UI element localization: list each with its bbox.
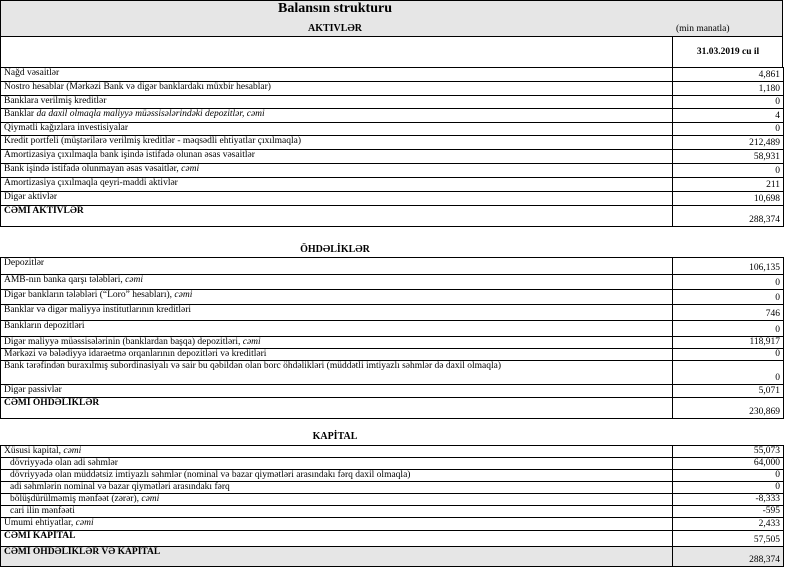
row-label-text: cari ilin mənfəəti xyxy=(10,506,75,516)
liabilities-table xyxy=(0,257,784,419)
row-label: Digər aktivlər xyxy=(1,192,673,206)
table-row xyxy=(1,96,784,109)
row-label-italic: cəmi xyxy=(242,337,261,347)
table-row xyxy=(1,178,784,192)
table-row xyxy=(1,275,784,290)
date-cell xyxy=(672,37,783,68)
row-label-italic: cəmi xyxy=(75,518,94,528)
row-value: 64,000 xyxy=(673,458,784,470)
row-label-text: dövriyyədə olan adi səhmlər xyxy=(10,458,118,468)
row-label-italic: cəmi xyxy=(174,290,193,300)
table-row xyxy=(1,82,784,96)
table-row xyxy=(1,494,784,506)
row-label-italic: cəmi xyxy=(63,446,82,456)
row-label xyxy=(1,290,673,305)
total-row xyxy=(1,398,784,419)
row-label xyxy=(1,337,673,349)
row-label xyxy=(1,446,673,458)
row-label xyxy=(1,506,673,518)
grand-total-row xyxy=(1,547,784,567)
table-row xyxy=(1,109,784,123)
row-label xyxy=(1,458,673,470)
table-row xyxy=(1,458,784,470)
row-label xyxy=(1,482,673,494)
row-label xyxy=(1,109,673,123)
row-value: 1,180 xyxy=(673,82,784,96)
total-label: CƏMİ KAPİTAL xyxy=(1,531,673,547)
row-label-italic: cəmi xyxy=(141,494,160,504)
row-value: 0 xyxy=(673,470,784,482)
row-value: 0 xyxy=(673,349,784,361)
row-value: 0 xyxy=(673,321,784,337)
row-label: Nağd vəsaitlər xyxy=(1,68,673,82)
row-value: 0 xyxy=(673,361,784,385)
table-row xyxy=(1,290,784,305)
table-row xyxy=(1,321,784,337)
row-label: Kredit portfeli (müştərilərə verilmiş kreditlər - məqsədli ehtiyatlar çıxılmaqla) xyxy=(1,136,673,150)
row-label: Bankların depozitləri xyxy=(1,321,673,337)
table-row xyxy=(1,164,784,178)
row-label-main: Bank işində istifadə olunmayan əsas vəsaitlər, xyxy=(4,164,182,174)
row-value: 0 xyxy=(673,290,784,305)
row-label xyxy=(1,275,673,290)
row-label-italic: cəmi xyxy=(181,164,200,174)
row-label-main: bölüşdürülməmiş mənfəət (zərər), xyxy=(10,494,142,504)
capital-table xyxy=(0,445,784,567)
row-label: Nostro hesablar (Mərkəzi Bank və digər banklardakı müxbir hesablar) xyxy=(1,82,673,96)
total-row xyxy=(1,206,784,227)
row-label: Digər passivlər xyxy=(1,385,673,398)
row-value: 211 xyxy=(673,178,784,192)
table-row xyxy=(1,305,784,321)
row-label: Banklara verilmiş kreditlər xyxy=(1,96,673,109)
row-label-main: Digər bankların tələbləri (“Loro” hesabları), xyxy=(4,290,175,300)
table-row xyxy=(1,470,784,482)
row-value: 55,073 xyxy=(673,446,784,458)
liabilities-heading: ÖHDƏLİKLƏR xyxy=(300,244,370,255)
grand-total-label: CƏMİ ÖHDƏLİKLƏR VƏ KAPİTAL xyxy=(1,547,673,567)
row-value: 0 xyxy=(673,482,784,494)
row-value: 0 xyxy=(673,123,784,136)
total-value: 230,869 xyxy=(673,398,784,419)
row-label: Amortizasiya çıxılmaqla qeyri-maddi aktivlər xyxy=(1,178,673,192)
row-label: Bank tərəfindən buraxılmış subordinasiyalı və sair bu qəbildən olan borc öhdəlikləri (müddətli imtiyazlı səhmlər də daxil olmaqla) xyxy=(1,361,673,385)
table-row xyxy=(1,349,784,361)
table-row xyxy=(1,192,784,206)
total-value: 288,374 xyxy=(673,206,784,227)
row-value: 106,135 xyxy=(673,258,784,275)
table-row xyxy=(1,506,784,518)
row-label-main: AMB-nın banka qarşı tələbləri, xyxy=(4,275,126,285)
row-label-text: adi səhmlərin nominal və bazar qiymətləri arasındakı fərq xyxy=(10,482,230,492)
table-row xyxy=(1,446,784,458)
total-label: CƏMİ ÖHDƏLİKLƏR xyxy=(1,398,673,419)
table-row xyxy=(1,123,784,136)
grand-total-value: 288,374 xyxy=(673,547,784,567)
row-value: 0 xyxy=(673,164,784,178)
row-label xyxy=(1,494,673,506)
row-label-main: Digər maliyyə müəssisələrinin (banklardan başqa) depozitləri, xyxy=(4,337,243,347)
row-value: 5,071 xyxy=(673,385,784,398)
row-label xyxy=(1,518,673,531)
table-row xyxy=(1,361,784,385)
total-label: CƏMİ AKTİVLƏR xyxy=(1,206,673,227)
row-value: 746 xyxy=(673,305,784,321)
assets-heading: AKTIVLƏR xyxy=(307,23,363,34)
table-row xyxy=(1,385,784,398)
row-label: Qiymətli kağızlara investisiyalar xyxy=(1,123,673,136)
row-value: 118,917 xyxy=(673,337,784,349)
date-header-row xyxy=(0,37,783,68)
table-row xyxy=(1,337,784,349)
row-value: 2,433 xyxy=(673,518,784,531)
table-row xyxy=(1,482,784,494)
row-label-italic: cəmi xyxy=(125,275,144,285)
total-value: 57,505 xyxy=(673,531,784,547)
document-title: Balansın strukturu xyxy=(278,1,392,16)
capital-heading: KAPİTAL xyxy=(312,431,358,442)
table-row xyxy=(1,258,784,275)
row-value: -595 xyxy=(673,506,784,518)
row-value: 0 xyxy=(673,96,784,109)
row-label: Mərkəzi və bələdiyyə idarəetmə orqanlarının depozitləri və kreditləri xyxy=(1,349,673,361)
row-label: Depozitlər xyxy=(1,258,673,275)
row-label-main: Banklar xyxy=(4,109,37,119)
assets-table xyxy=(0,67,784,227)
unit-label: (min manatla) xyxy=(676,24,730,34)
table-row xyxy=(1,150,784,164)
row-label: Amortizasiya çıxılmaqla bank işində istifadə olunan əsas vəsaitlər xyxy=(1,150,673,164)
row-label-main: Xüsusi kapital, xyxy=(4,446,64,456)
row-value: 58,931 xyxy=(673,150,784,164)
row-value: 4 xyxy=(673,109,784,123)
row-label xyxy=(1,164,673,178)
table-row xyxy=(1,68,784,82)
row-value: 0 xyxy=(673,275,784,290)
row-value: 10,698 xyxy=(673,192,784,206)
report-date: 31.03.2019 cu il xyxy=(696,47,760,57)
total-row xyxy=(1,531,784,547)
row-value: 4,861 xyxy=(673,68,784,82)
row-value: 212,489 xyxy=(673,136,784,150)
row-label xyxy=(1,470,673,482)
table-row xyxy=(1,518,784,531)
table-row xyxy=(1,136,784,150)
row-value: -8,333 xyxy=(673,494,784,506)
row-label-main: Ümumi ehtiyatlar, xyxy=(4,518,76,528)
row-label-italic: da daxil olmaqla maliyyə müəssisələrindəki depozitlər, cəmi xyxy=(36,109,265,119)
row-label: Banklar və digər maliyyə institutlarının kreditləri xyxy=(1,305,673,321)
row-label-text: dövriyyədə olan müddətsiz imtiyazlı səhmlər (nominal və bazar qiymətləri arasındakı fərq daxil olmaqla) xyxy=(10,470,411,480)
